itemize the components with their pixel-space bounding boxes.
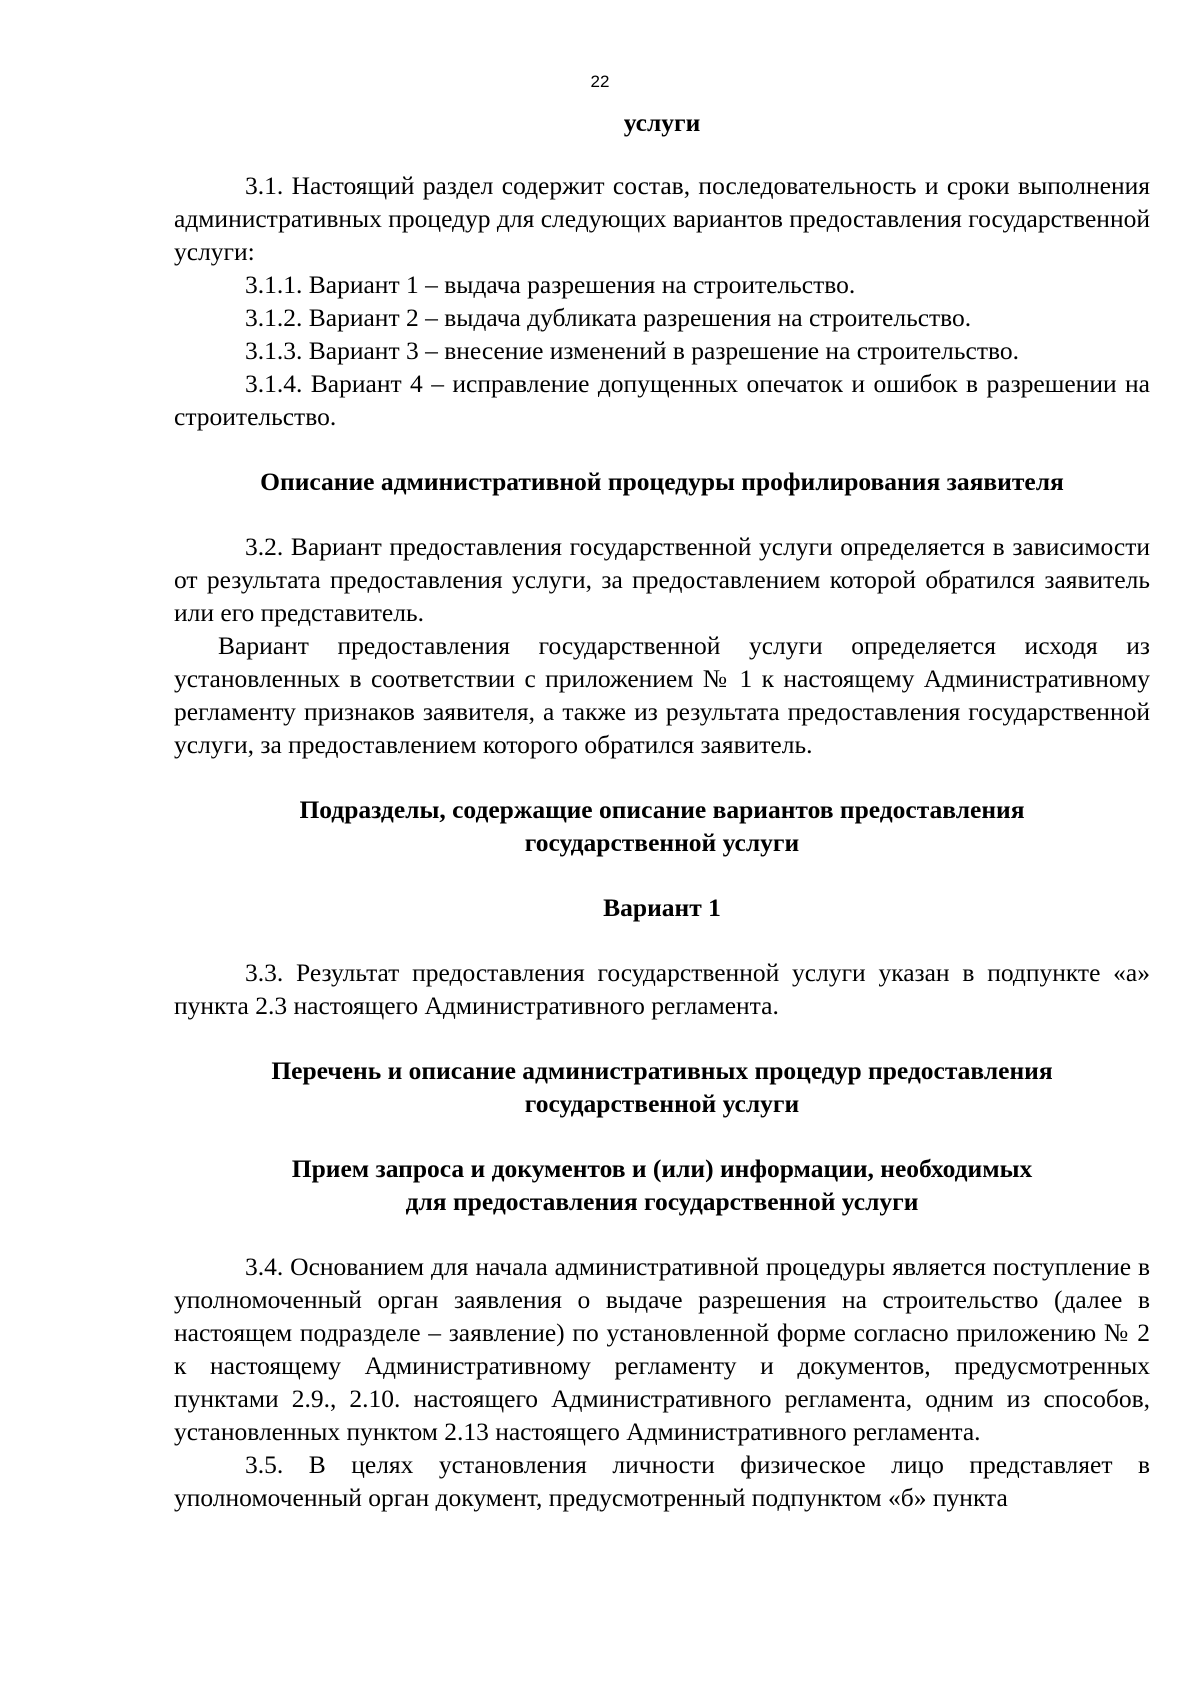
- subsections-heading-line-1: Подразделы, содержащие описание вариантов предоставления: [299, 795, 1025, 824]
- list-item-3-1-4: 3.1.4. Вариант 4 – исправление допущенных опечаток и ошибок в разрешении на строительство.: [174, 369, 1150, 431]
- subsections-heading-line-2: государственной услуги: [524, 828, 800, 857]
- list-item-3-1-1: 3.1.1. Вариант 1 – выдача разрешения на строительство.: [245, 270, 856, 299]
- variant-1-heading: Вариант 1: [603, 893, 721, 922]
- profiling-heading: Описание административной процедуры профилирования заявителя: [260, 467, 1064, 496]
- intake-heading-line-1: Прием запроса и документов и (или) информации, необходимых: [291, 1154, 1033, 1183]
- intake-heading-line-2: для предоставления государственной услуги: [405, 1187, 919, 1216]
- page-number: 22: [590, 72, 610, 91]
- list-item-3-1-2: 3.1.2. Вариант 2 – выдача дубликата разрешения на строительство.: [245, 303, 972, 332]
- paragraph-3-2-continued: Вариант предоставления государственной услуги определяется исходя из установленных в соответствии с приложением № 1 к настоящему Административному регламенту признаков заявителя, а также из результата предоставления государственной услуги, за предоставлением которого обратился заявитель.: [174, 631, 1150, 759]
- procedures-heading-line-2: государственной услуги: [524, 1089, 800, 1118]
- procedures-heading-line-1: Перечень и описание административных процедур предоставления: [271, 1056, 1053, 1085]
- document-page: [174, 106, 1150, 1514]
- continued-heading: услуги: [623, 108, 701, 137]
- list-item-3-1-3: 3.1.3. Вариант 3 – внесение изменений в разрешение на строительство.: [245, 336, 1019, 365]
- paragraph-3-5: 3.5. В целях установления личности физическое лицо представляет в уполномоченный орган документ, предусмотренный подпунктом «б» пункта: [174, 1450, 1150, 1512]
- paragraph-3-4: 3.4. Основанием для начала административной процедуры является поступление в уполномоченный орган заявления о выдаче разрешения на строительство (далее в настоящем подразделе – заявление) по установленной форме согласно приложению № 2 к настоящему Административному регламенту и документов, предусмотренных пунктами 2.9., 2.10. настоящего Административного регламента, одним из способов, установленных пунктом 2.13 настоящего Административного регламента.: [174, 1252, 1150, 1446]
- paragraph-3-3: 3.3. Результат предоставления государственной услуги указан в подпункте «а» пункта 2.3 настоящего Административного регламента.: [174, 958, 1150, 1020]
- paragraph-3-1: 3.1. Настоящий раздел содержит состав, последовательность и сроки выполнения административных процедур для следующих вариантов предоставления государственной услуги:: [174, 171, 1150, 266]
- paragraph-3-2: 3.2. Вариант предоставления государственной услуги определяется в зависимости от результата предоставления услуги, за предоставлением которой обратился заявитель или его представитель.: [174, 532, 1150, 627]
